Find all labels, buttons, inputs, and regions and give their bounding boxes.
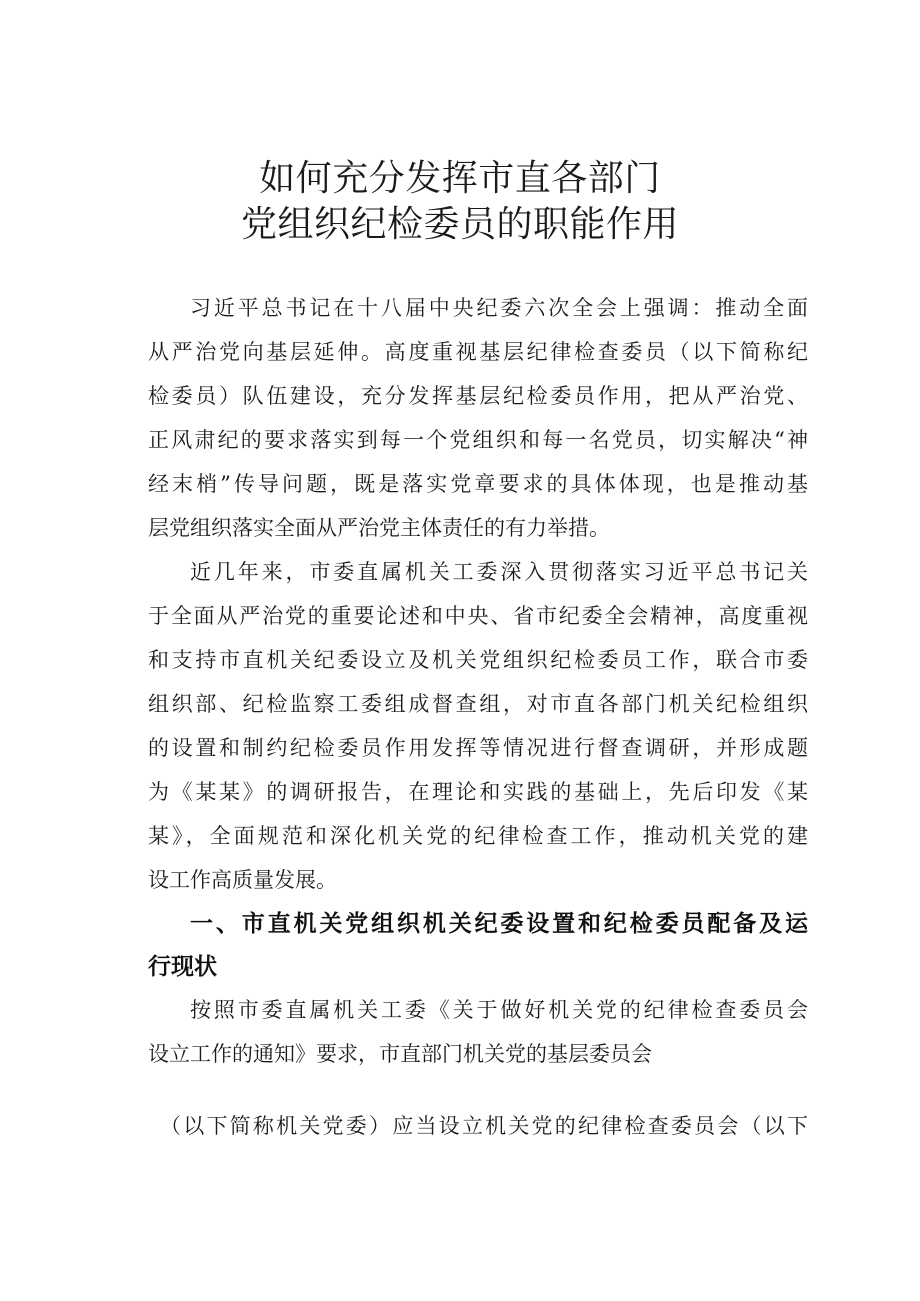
paragraph-1-line: 检委员）队伍建设，充分发挥基层纪检委员作用，把从严治党、 bbox=[148, 384, 808, 408]
paragraph-2-line: 为《某某》的调研报告，在理论和实践的基础上，先后印发《某 bbox=[148, 780, 808, 804]
document-title-line-2: 党组织纪检委员的职能作用 bbox=[240, 204, 679, 245]
paragraph-2-line: 于全面从严治党的重要论述和中央、省市纪委全会精神，高度重视 bbox=[148, 604, 808, 628]
paragraph-1-line: 经末梢”传导问题，既是落实党章要求的具体体现，也是推动基 bbox=[148, 472, 808, 496]
section-heading-1: 一、市直机关党组织机关纪委设置和纪检委员配备及运 bbox=[190, 911, 808, 937]
paragraph-4-line: （以下简称机关党委）应当设立机关党的纪律检查委员会（以下 bbox=[160, 1114, 808, 1138]
paragraph-2-line: 组织部、纪检监察工委组成督查组，对市直各部门机关纪检组织 bbox=[148, 692, 808, 716]
paragraph-3-line: 设立工作的通知》要求，市直部门机关党的基层委员会 bbox=[148, 1042, 652, 1066]
paragraph-2-line: 某》，全面规范和深化机关党的纪律检查工作，推动机关党的建 bbox=[148, 824, 808, 848]
paragraph-1-line: 层党组织落实全面从严治党主体责任的有力举措。 bbox=[148, 516, 610, 540]
paragraph-1-line: 习近平总书记在十八届中央纪委六次全会上强调：推动全面 bbox=[190, 296, 808, 320]
paragraph-2-line: 和支持市直机关纪委设立及机关党组织纪检委员工作，联合市委 bbox=[148, 648, 808, 672]
paragraph-2-line: 的设置和制约纪检委员作用发挥等情况进行督查调研，并形成题 bbox=[148, 736, 808, 760]
section-heading-1-continued: 行现状 bbox=[148, 954, 217, 980]
paragraph-3-line: 按照市委直属机关工委《关于做好机关党的纪律检查委员会 bbox=[190, 998, 808, 1022]
paragraph-1-line: 从严治党向基层延伸。高度重视基层纪律检查委员（以下简称纪 bbox=[148, 340, 808, 364]
document-title-line-1: 如何充分发挥市直各部门 bbox=[259, 158, 661, 199]
paragraph-2-line: 设工作高质量发展。 bbox=[148, 868, 337, 892]
paragraph-1-line: 正风肃纪的要求落实到每一个党组织和每一名党员，切实解决“神 bbox=[148, 428, 808, 452]
paragraph-2-line: 近几年来，市委直属机关工委深入贯彻落实习近平总书记关 bbox=[190, 560, 808, 584]
